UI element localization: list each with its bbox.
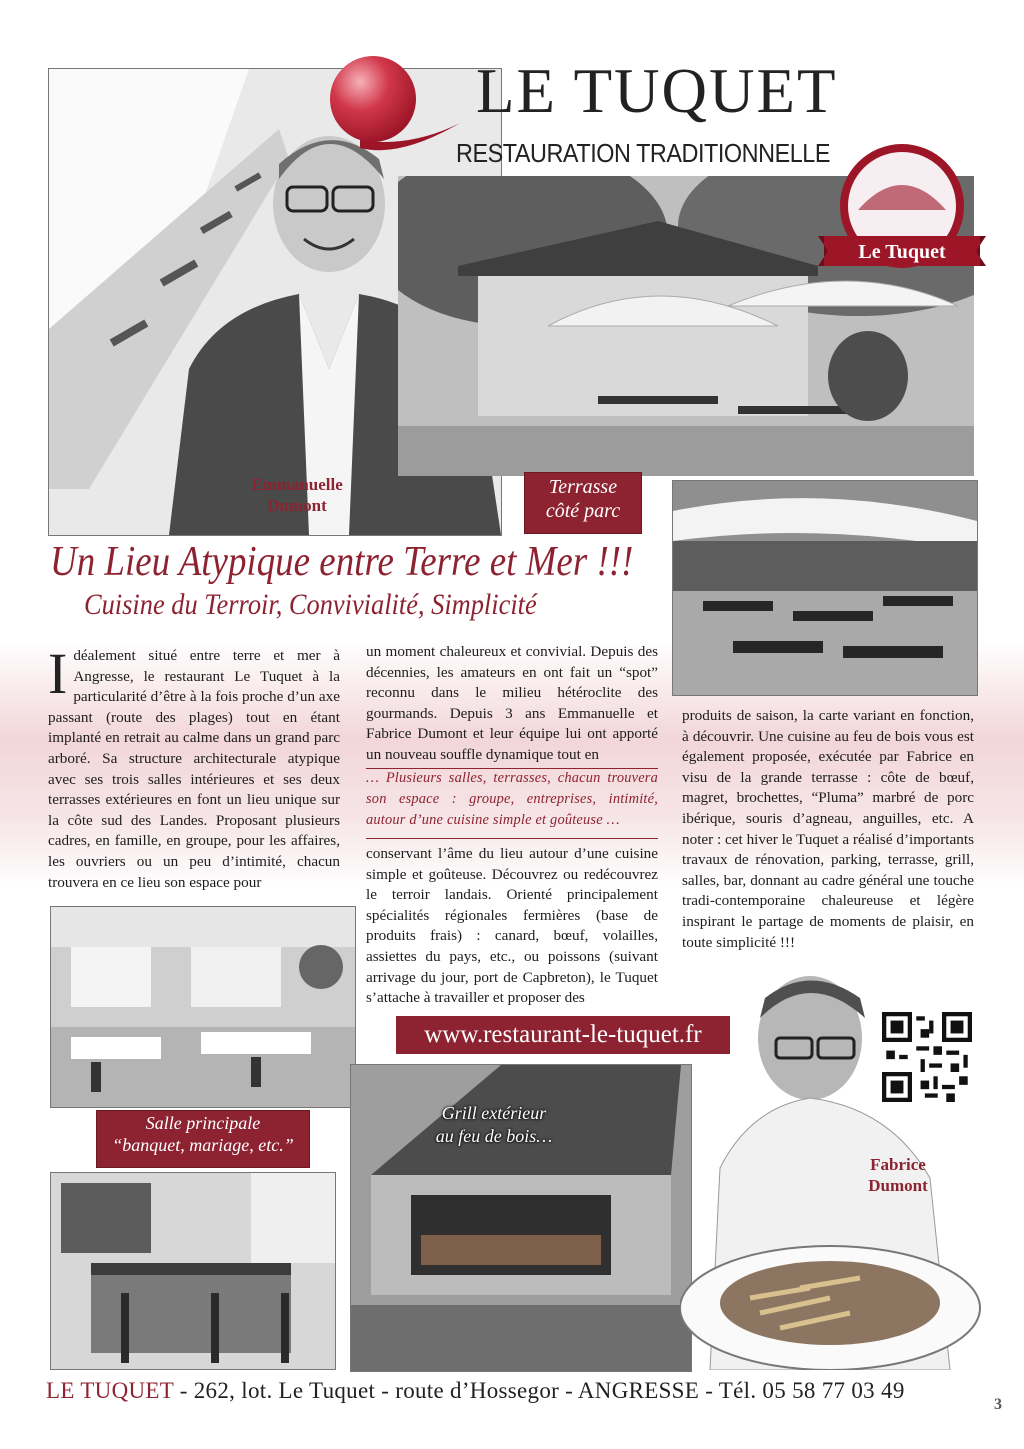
footer-name: LE TUQUET bbox=[46, 1378, 174, 1403]
photo-bar bbox=[50, 1172, 336, 1370]
article-col-3 bbox=[682, 706, 974, 953]
photo-terrace-tables bbox=[672, 480, 978, 696]
headline: Un Lieu Atypique entre Terre et Mer !!! bbox=[50, 539, 634, 585]
subheadline: Cuisine du Terroir, Convivialité, Simplicité bbox=[84, 588, 537, 621]
badge-emblem-icon bbox=[818, 140, 986, 280]
photo-main-hall bbox=[50, 906, 356, 1108]
caption-grill: Grill extérieur au feu de bois… bbox=[435, 1103, 553, 1146]
footer-town: ANGRESSE bbox=[577, 1378, 700, 1403]
footer-phone: - Tél. 05 58 77 03 49 bbox=[699, 1378, 905, 1403]
caption-salle: Salle principale “banquet, mariage, etc.” bbox=[96, 1110, 310, 1168]
article-col-1 bbox=[48, 641, 340, 893]
website-link[interactable]: www.restaurant-le-tuquet.fr bbox=[396, 1016, 730, 1054]
article-col-2b bbox=[366, 844, 658, 1009]
quote-rule-bottom bbox=[366, 838, 658, 839]
footer-street: - 262, lot. Le Tuquet - route d’Hossegor - bbox=[173, 1378, 578, 1403]
article-col-3-text: produits de saison, la carte variant en fonction, à découvrir. Une cuisine au feu de bois vous est également proposée, exécutée par Fabrice en visu de la grande terrasse : côte de bœuf, magret, brochettes, “Pluma” marbré de porc ibérique, souris d’agneau, anguilles, etc. A noter : cet hiver le Tuquet a réalisé d’importants travaux de rénovation, parking, terrasse, grill, salles, bar, donnant au cadre général une touche tradi-contemporaine chaleureuse et légère inspirant le partage de moments de plaisir, en toute simplicité !!! bbox=[682, 707, 974, 951]
label-emmanuelle: Emmanuelle Dumont bbox=[251, 475, 343, 516]
dropcap: I bbox=[48, 641, 68, 706]
footer-address bbox=[46, 1378, 905, 1404]
page-number: 3 bbox=[994, 1396, 1002, 1413]
logo-swoosh-icon bbox=[360, 118, 460, 158]
caption-terrace: Terrasse côté parc bbox=[524, 472, 642, 534]
article-col-2a-text: un moment chaleureux et convivial. Depuis des décennies, les amateurs en ont fait un “spot” reconnu dans le milieu hétéroclite des gourmands. Depuis 3 ans Emmanuelle et Fabrice Dumont et leur équipe lui ont apporté un nouveau souffle dynamique tout en bbox=[366, 643, 658, 763]
brand-tagline: RESTAURATION TRADITIONNELLE bbox=[456, 138, 831, 168]
badge-text: Le Tuquet bbox=[858, 241, 946, 263]
article-col-2a bbox=[366, 642, 658, 766]
brand-title: LE TUQUET bbox=[476, 56, 838, 126]
pull-quote: … Plusieurs salles, terrasses, chacun trouvera son espace : groupe, entreprises, intimité, autour d’une cuisine simple et goûteuse … bbox=[366, 770, 658, 828]
article-col-1-text: déalement situé entre terre et mer à Angresse, le restaurant Le Tuquet à la particularité d’être à la fois proche d’un axe passant (route des plages) tout en étant implanté en retrait au calme dans un grand parc arboré. Sa structure architecturale atypique avec ses trois salles intérieures et ses deux terrasses extérieures en font un lieu unique sur la côte sud des Landes. Proposant plusieurs cadres, en famille, en groupe, pour les affaires, les ouvriers ou un peu d’intimité, chacun trouvera en ce lieu son espace pour bbox=[48, 647, 340, 891]
label-fabrice: Fabrice Dumont bbox=[868, 1155, 928, 1196]
article-col-2b-text: conservant l’âme du lieu autour d’une cuisine simple et goûteuse. Découvrez ou redécouvrez le terroir landais. Orienté principalement spécialités régionales fermières (base de produits frais) : canard, bœuf, volailles, assiettes du pays, etc., ou poissons (suivant arrivage du jour, port de Capbreton), le Tuquet s’attache à travailler et proposer des bbox=[366, 845, 658, 1007]
